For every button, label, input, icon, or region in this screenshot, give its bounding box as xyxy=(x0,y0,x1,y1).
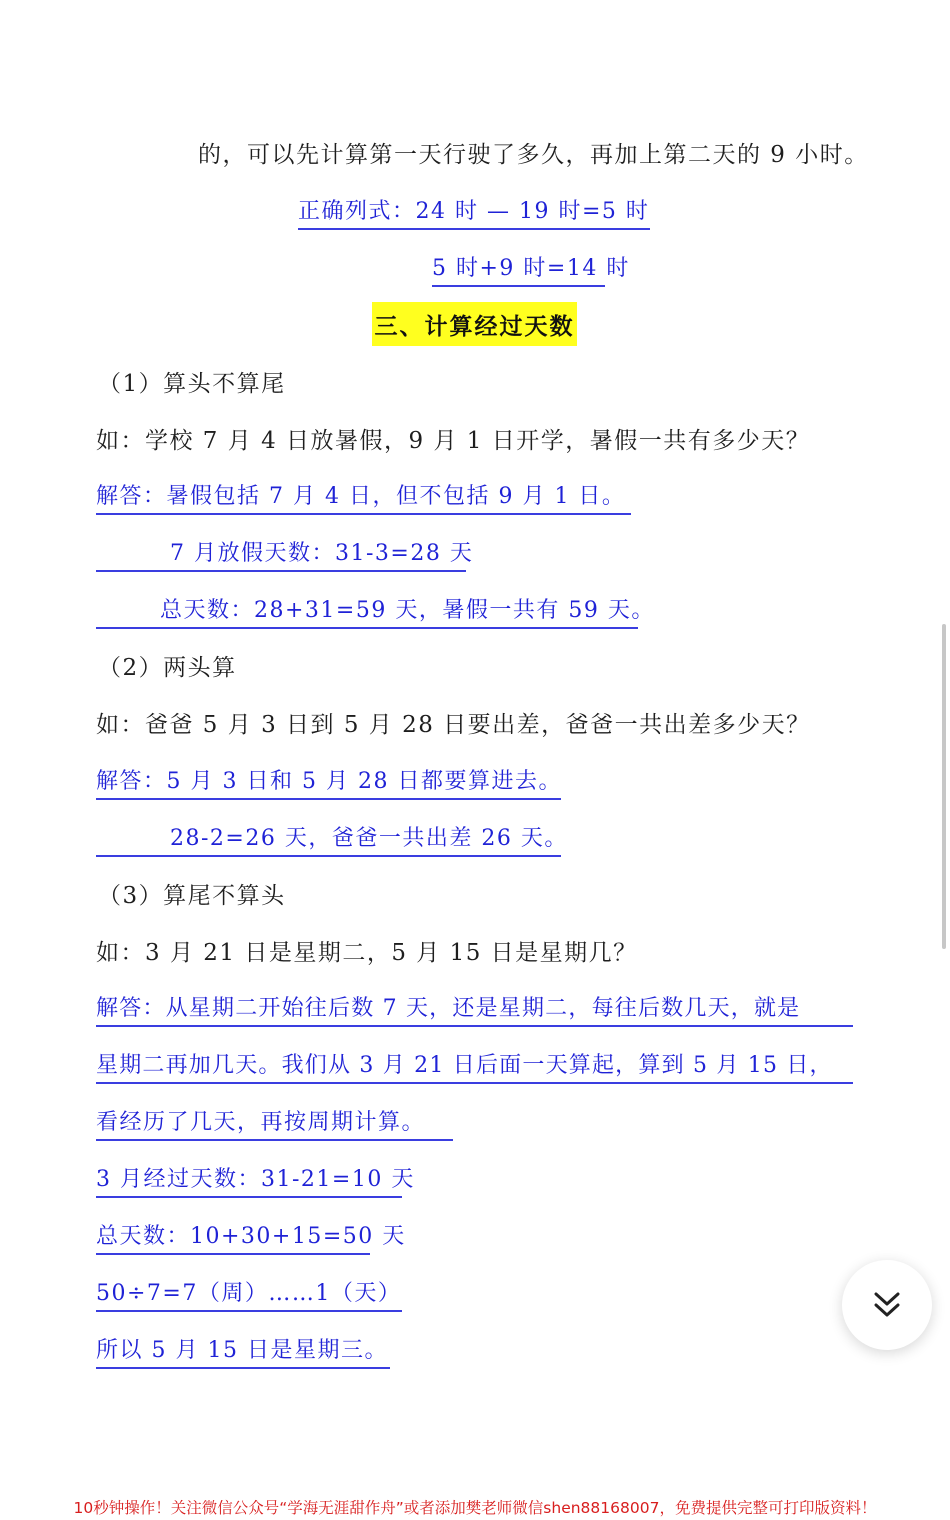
case-1-example: 如：学校 7 月 4 日放暑假，9 月 1 日开学，暑假一共有多少天？ xyxy=(96,428,811,454)
case-3-answer-line-1: 解答：从星期二开始往后数 7 天，还是星期二，每往后数几天，就是 xyxy=(96,991,853,1027)
case-3-answer-line-5: 总天数：10+30+15=50 天 xyxy=(96,1219,370,1255)
case-3-answer-line-4: 3 月经过天数：31-21=10 天 xyxy=(96,1162,402,1198)
case-2-title: （2）两头算 xyxy=(98,655,237,681)
scrollbar-thumb[interactable] xyxy=(942,624,946,949)
case-1-answer-line-1: 解答：暑假包括 7 月 4 日，但不包括 9 月 1 日。 xyxy=(96,479,631,515)
scroll-down-button[interactable] xyxy=(842,1260,932,1350)
case-3-answer-line-2: 星期二再加几天。我们从 3 月 21 日后面一天算起，算到 5 月 15 日， xyxy=(96,1048,853,1084)
case-1-answer-line-2: 7 月放假天数：31-3=28 天 xyxy=(96,536,466,572)
formula-line-1: 正确列式：24 时 — 19 时=5 时 xyxy=(298,194,650,230)
formula-line-2: 5 时+9 时=14 时 xyxy=(432,251,605,287)
footer-promo-text: 10秒钟操作！关注微信公众号“学海无涯甜作舟”或者添加樊老师微信shen88168007，免费提供完整可打印版资料！ xyxy=(73,1499,877,1517)
case-3-answer-line-7: 所以 5 月 15 日是星期三。 xyxy=(96,1333,390,1369)
intro-line: 的，可以先计算第一天行驶了多久，再加上第二天的 9 小时。 xyxy=(198,142,869,168)
case-2-answer-line-2: 28-2=26 天，爸爸一共出差 26 天。 xyxy=(96,821,561,857)
double-chevron-down-icon xyxy=(870,1288,904,1322)
section-heading: 三、计算经过天数 xyxy=(372,302,577,346)
case-1-title: （1）算头不算尾 xyxy=(98,371,286,397)
case-2-example: 如：爸爸 5 月 3 日到 5 月 28 日要出差，爸爸一共出差多少天？ xyxy=(96,712,811,738)
case-3-answer-line-3: 看经历了几天，再按周期计算。 xyxy=(96,1105,453,1141)
case-3-title: （3）算尾不算头 xyxy=(98,883,286,909)
case-3-example: 如：3 月 21 日是星期二，5 月 15 日是星期几？ xyxy=(96,940,638,966)
case-1-answer-line-3: 总天数：28+31=59 天，暑假一共有 59 天。 xyxy=(96,593,638,629)
case-3-answer-line-6: 50÷7=7（周）……1（天） xyxy=(96,1276,402,1312)
case-2-answer-line-1: 解答：5 月 3 日和 5 月 28 日都要算进去。 xyxy=(96,764,561,800)
